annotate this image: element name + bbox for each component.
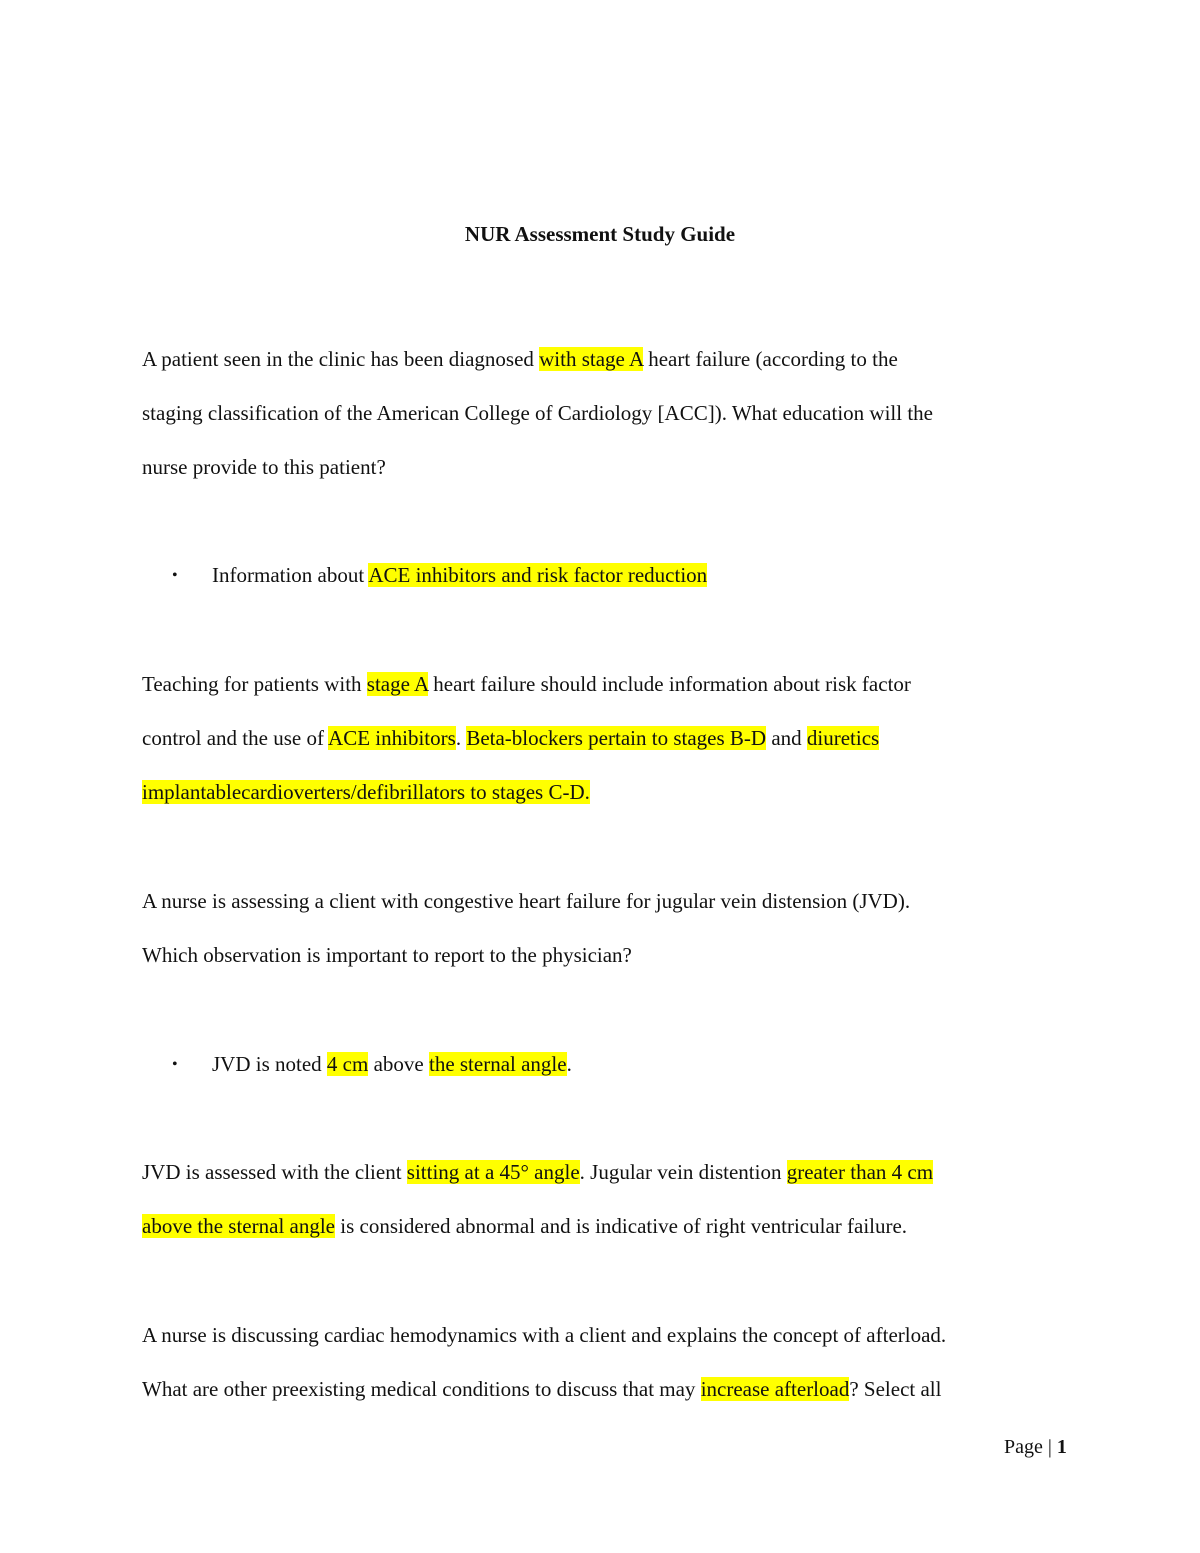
page-number: 1: [1056, 1436, 1067, 1458]
text-run: JVD is noted: [212, 1052, 327, 1076]
text-run: heart failure (according to the: [642, 347, 898, 371]
text-run: and: [766, 726, 807, 750]
highlighted-text: stage A: [366, 672, 429, 696]
page-footer: [1004, 1432, 1067, 1462]
highlighted-text: with stage A: [539, 347, 643, 371]
q2-line-2: Which observation is important to report to the physician?: [142, 943, 632, 967]
rationale2-line-1: [142, 1157, 933, 1187]
bullet-icon: •: [172, 567, 178, 584]
text-run: Teaching for patients with: [142, 672, 367, 696]
highlighted-text: diuretics: [806, 726, 880, 750]
rationale2-line-2: [142, 1211, 907, 1241]
highlighted-text: above the sternal angle: [142, 1214, 335, 1238]
bullet-icon: •: [172, 1056, 178, 1073]
rationale1-line-3: [142, 777, 590, 807]
page-label: Page |: [1004, 1436, 1057, 1458]
highlighted-text: greater than 4 cm: [786, 1160, 934, 1184]
text-run: ? Select all: [849, 1377, 942, 1401]
highlighted-text: 4 cm: [326, 1052, 369, 1076]
rationale1-line-2: [142, 723, 879, 753]
highlighted-text: the sternal angle: [428, 1052, 567, 1076]
text-run: control and the use of: [142, 726, 329, 750]
text-run: is considered abnormal and is indicative of right ventricular failure.: [335, 1214, 908, 1238]
text-run: .: [566, 1052, 572, 1076]
rationale1-line-1: [142, 669, 911, 699]
highlighted-text: ACE inhibitors and risk factor reduction: [368, 563, 708, 587]
highlighted-text: ACE inhibitors: [328, 726, 456, 750]
q2-answer: [212, 1049, 572, 1079]
highlighted-text: Beta-blockers pertain to stages B-D: [466, 726, 767, 750]
text-run: What are other preexisting medical conditions to discuss that may: [142, 1377, 701, 1401]
text-run: A patient seen in the clinic has been diagnosed: [142, 347, 540, 371]
q1-answer: [212, 560, 707, 590]
q3-line-1: A nurse is discussing cardiac hemodynamics with a client and explains the concept of afterload.: [142, 1323, 947, 1347]
text-run: above: [368, 1052, 429, 1076]
text-run: .: [455, 726, 467, 750]
q1-line-3: nurse provide to this patient?: [142, 455, 386, 479]
q2-line-1: A nurse is assessing a client with congestive heart failure for jugular vein distension (JVD).: [142, 889, 911, 913]
text-run: . Jugular vein distention: [579, 1160, 787, 1184]
highlighted-text: increase afterload: [700, 1377, 850, 1401]
text-run: JVD is assessed with the client: [142, 1160, 407, 1184]
q1-line-2: staging classification of the American College of Cardiology [ACC]). What education will the: [142, 401, 933, 425]
q1-line-1: [142, 344, 898, 374]
text-run: Information about: [212, 563, 369, 587]
highlighted-text: implantablecardioverters/defibrillators to stages C-D.: [142, 780, 590, 804]
q3-line-2: [142, 1374, 941, 1404]
highlighted-text: sitting at a 45° angle: [406, 1160, 580, 1184]
text-run: heart failure should include information about risk factor: [428, 672, 911, 696]
document-title: NUR Assessment Study Guide: [464, 222, 736, 246]
